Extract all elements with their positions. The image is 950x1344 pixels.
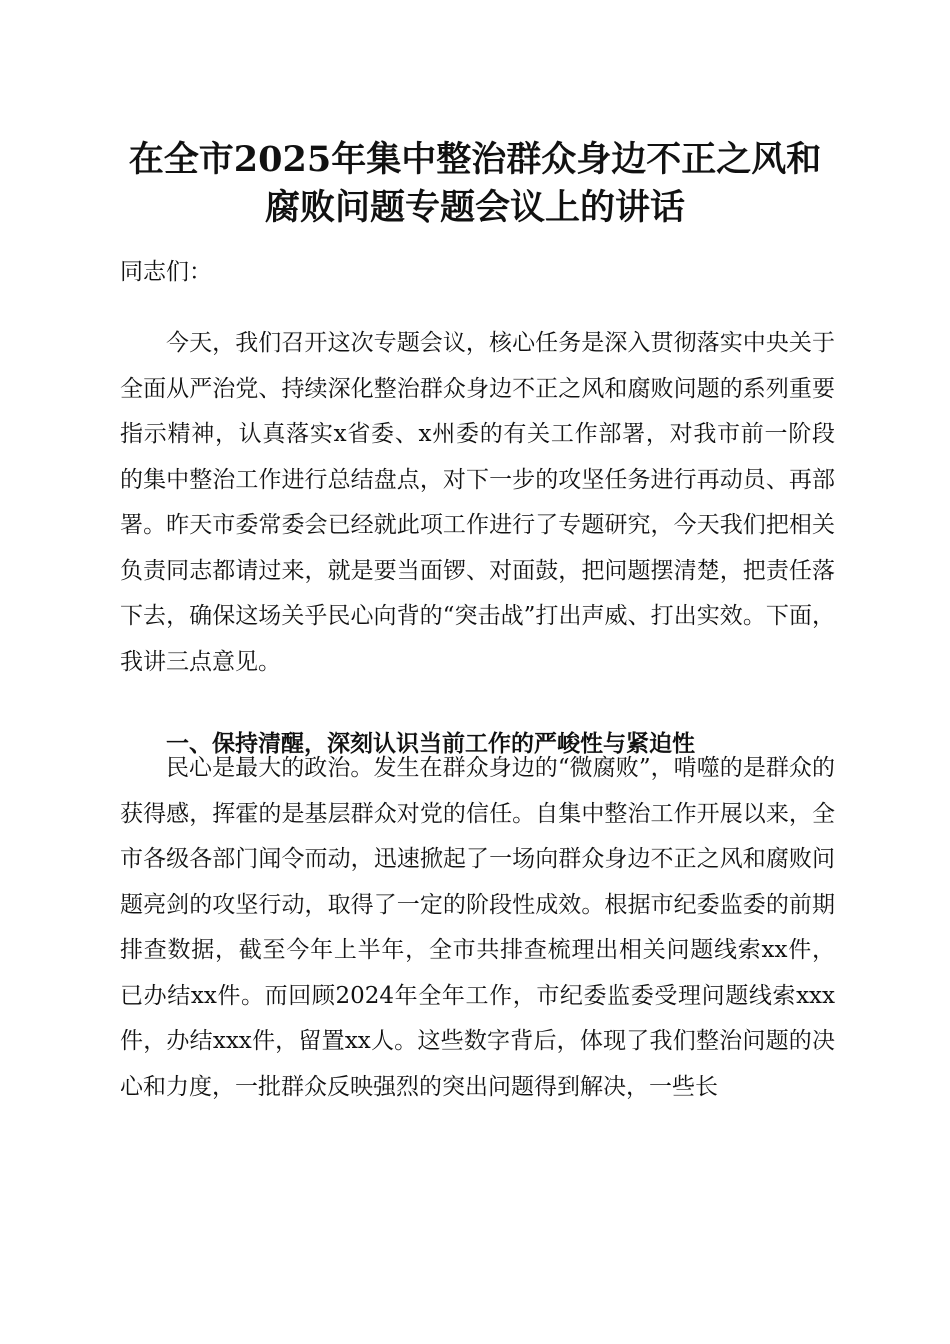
document-title-line-1: 在全市2025年集中整治群众身边不正之风和 [128,139,822,180]
section-heading-1: 一、保持清醒，深刻认识当前工作的严峻性与紧迫性 [166,731,695,757]
document-title-line-2: 腐败问题专题会议上的讲话 [264,187,685,228]
paragraph-intro: 今天，我们召开这次专题会议，核心任务是深入贯彻落实中央关于全面从严治党、持续深化整治群众身边不正之风和腐败问题的系列重要指示精神，认真落实x省委、x州委的有关工作部署，对我市前一阶段的集中整治工作进行总结盘点，对下一步的攻坚任务进行再动员、再部署。昨天市委常委会已经就此项工作进行了专题研究，今天我们把相关负责同志都请过来，就是要当面锣、对面鼓，把问题摆清楚，把责任落下去，确保这场关乎民心向背的“突击战”打出声威、打出实效。下面，我讲三点意见。 [120,330,835,675]
paragraph-section-1: 民心是最大的政治。发生在群众身边的“微腐败”，啃噬的是群众的获得感，挥霍的是基层群众对党的信任。自集中整治工作开展以来，全市各级各部门闻令而动，迅速掀起了一场向群众身边不正之风和腐败问题亮剑的攻坚行动，取得了一定的阶段性成效。根据市纪委监委的前期排查数据，截至今年上半年，全市共排查梳理出相关问题线索xx件，已办结xx件。而回顾2024年全年工作，市纪委监委受理问题线索xxx件，办结xxx件，留置xx人。这些数字背后，体现了我们整治问题的决心和力度，一批群众反映强烈的突出问题得到解决，一些长 [120,755,835,1100]
salutation: 同志们： [120,259,212,285]
